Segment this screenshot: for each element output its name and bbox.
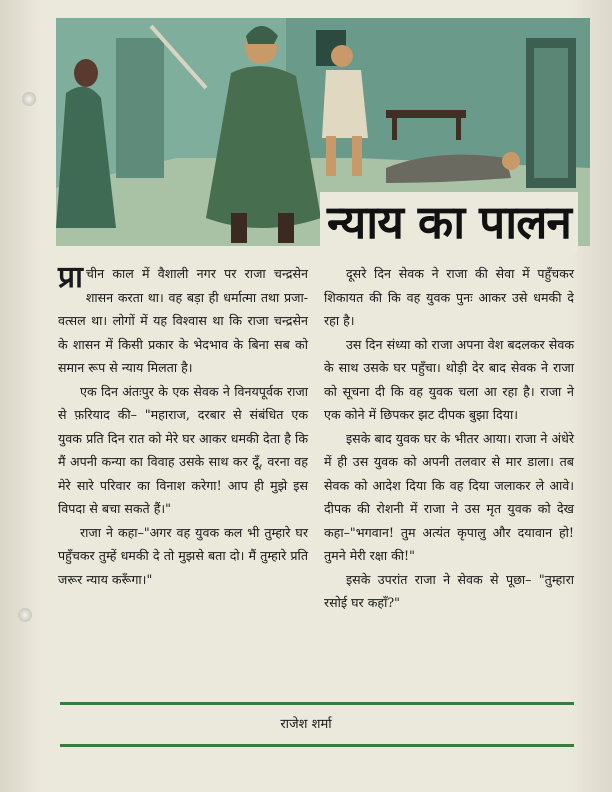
paragraph: प्रा चीन काल में वैशाली नगर पर राजा चन्द्रसेन शासन करता था। वह बड़ा ही धर्मात्मा तथा प्रजा-वत्सल था। लोगों में यह विश्वास था कि राजा चन्द्रसेन के शासन में किसी प्रकार के भेदभाव के बिना सब को समान रूप से न्याय मिलता है। xyxy=(58,260,308,375)
binding-hole xyxy=(22,92,36,106)
author-name: राजेश शर्मा xyxy=(280,717,332,732)
illustration-servant-body xyxy=(322,70,368,138)
paragraph: इसके उपरांत राजा ने सेवक से पूछा– "तुम्हारा रसोई घर कहाँ?" xyxy=(324,571,574,610)
binding-hole xyxy=(18,608,32,622)
paragraph: दूसरे दिन सेवक ने राजा की सेवा में पहुँचकर शिकायत की कि वह युवक पुनः आकर उसे धमकी दे रहा है। xyxy=(324,266,574,328)
illustration-table xyxy=(386,110,466,118)
drop-cap: प्रा xyxy=(58,260,83,295)
paragraph: इसके बाद युवक घर के भीतर आया। राजा ने अंधेरे में ही उस युवक को अपनी तलवार से मार डाला। तब सेवक को आदेश दिया कि वह दिया जलाकर ले आवे। दीपक की रोशनी में राजा ने उस मृत युवक को देख कहा–"भगवान! तुम अत्यंत कृपालु और दयावान हो! तुमने मेरी रक्षा की!" xyxy=(324,430,574,563)
illustration-servant-head xyxy=(331,45,353,67)
illustration-woman-head xyxy=(74,59,98,87)
paragraph: एक दिन अंतःपुर के एक सेवक ने विनयपूर्वक राजा से फ़रियाद की– "महाराज, दरबार से संबंधित एक युवक प्रति दिन रात को मेरे घर आकर धमकी देता है कि मैं अपनी कन्या का विवाह उसके साथ कर दूँ, वरना वह मेरे सारे परिवार का विनाश करेगा! आप ही मुझे इस विपदा से बचा सकते हैं।" xyxy=(58,383,308,516)
story-title: न्याय का पालन xyxy=(320,192,578,252)
footer-rule-bottom xyxy=(60,744,574,747)
illustration-left-door xyxy=(116,38,164,178)
right-column xyxy=(324,262,574,615)
footer-rule-top xyxy=(60,702,574,705)
paragraph: राजा ने कहा–"अगर वह युवक कल भी तुम्हारे घर पहुँचकर तुम्हें धमकी दे तो मुझसे बता दो। मैं तुम्हारे प्रति जरूर न्याय करूँगा।" xyxy=(58,524,308,587)
left-column xyxy=(58,262,308,591)
paragraph: उस दिन संध्या को राजा अपना वेश बदलकर सेवक के साथ उसके घर पहुँचा। थोड़ी देर बाद सेवक ने राजा को सूचना दी कि वह युवक चला आ रहा है। राजा ने एक कोने में छिपकर झट दीपक बुझा दिया। xyxy=(324,336,574,422)
